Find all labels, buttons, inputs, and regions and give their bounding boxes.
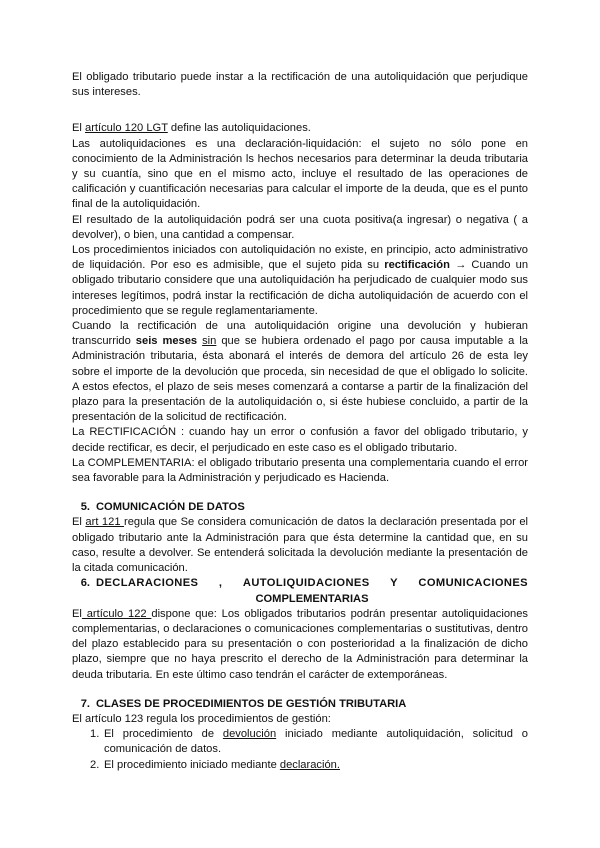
paragraph-article-120: El artículo 120 LGT define las autoliquidaciones. (72, 122, 311, 135)
paragraph-rectification-intro: El obligado tributario puede instar a la rectificación de una autoliquidación que perjudique sus intereses. (72, 71, 528, 99)
paragraph-result: El resultado de la autoliquidación podrá ser una cuota positiva(a ingresar) o negativa ( a devolver), o bien, una cantidad a compensar. (72, 213, 528, 241)
section-7-heading (72, 697, 528, 712)
section-5-number: 5. (80, 501, 90, 514)
paragraph-procedures: Los procedimientos iniciados con autoliquidación no existe, en principio, acto administrativo de liquidación. Por eso es admisible, que el sujeto pida su rectificación → Cuando un obligado tributario considere que una autoliquidación ha perjudicado de cualquier modo sus intereses legítimos, podrá instar la rectificación de dicha autoliquidación de acuerdo con el procedimiento que se regule reglamentariamente. (72, 244, 529, 317)
section-6-number: 6. (80, 577, 90, 590)
underline-sin: sin (202, 335, 217, 348)
article-120-link[interactable]: artículo 120 LGT (85, 122, 168, 135)
paragraph-six-months: Cuando la rectificación de una autoliquidación origine una devolución y hubieran transcurrido seis meses sin que se hubiera ordenado el pago por causa imputable a la Administración tributaria, ésta abonará el interés de demora del artículo 26 de esta ley sobre el importe de la devolución que proceda, sin necesidad de que el obligado lo solicite. A estos efectos, el plazo de seis meses comenzará a contarse a partir de la finalización del plazo para la presentación de la autoliquidación o, si éste hubiese concluido, a partir de la presentación de la solicitud de rectificación. (72, 320, 529, 424)
bold-rectificacion: rectificación (384, 259, 450, 272)
procedures-list (72, 727, 528, 773)
section-5-heading (72, 500, 528, 515)
section-6-title-line2: COMPLEMENTARIAS (255, 592, 369, 605)
section-7-title: CLASES DE PROCEDIMIENTOS DE GESTIÓN TRIBUTARIA (96, 697, 407, 710)
devolucion-link[interactable]: devolución (222, 728, 277, 741)
section-6-body: El artículo 122 dispone que: Los obligados tributarios podrán presentar autoliquidaciones complementarias, o declaraciones o comunicaciones complementarias o sustitutivas, dentro del plazo establecido para su presentación o con posterioridad a la finalización de dicho plazo, siempre que no haya prescrito el derecho de la Administración para determinar la deuda tributaria. En este último caso tendrán el carácter de extemporáneas. (72, 607, 528, 681)
paragraph-rectificacion-definition: La RECTIFICACIÓN : cuando hay un error o confusión a favor del obligado tributario, y decide rectificar, es decir, el perjudicado en este caso es el obligado tributario. (72, 426, 528, 454)
bold-seis-meses: seis meses (135, 335, 198, 348)
list-item: 1. El procedimiento de devolución iniciado mediante autoliquidación, solicitud o comunicación de datos. (90, 728, 528, 756)
article-122-link[interactable]: artículo 122 (81, 607, 152, 620)
section-7-number: 7. (80, 697, 90, 710)
section-5-title: COMUNICACIÓN DE DATOS (96, 501, 245, 514)
section-5-body: El art 121 regula que Se considera comunicación de datos la declaración presentada por el obligado tributario ante la Administración para que ésta determine la cantidad que, en su caso, resulte a devolver. Se entenderá solicitada la devolución mediante la presentación de la citada comunicación. (72, 516, 529, 575)
document-page (72, 70, 528, 773)
section-7-intro: El artículo 123 regula los procedimientos de gestión: (72, 712, 331, 725)
section-6-heading: 6. DECLARACIONES , AUTOLIQUIDACIONES Y COMUNICACIONES COMPLEMENTARIAS (72, 576, 528, 606)
declaracion-link[interactable]: declaración. (279, 758, 340, 771)
paragraph-autoliquidation-definition: Las autoliquidaciones es una declaración-liquidación: el sujeto no sólo pone en conocimiento de la Administración ls hechos necesarios para determinar la deuda tributaria y su cuantía, sino que en el mismo acto, incluye el resultado de las operaciones de calificación y cuantificación necesarias para calcular el importe de la deuda, que es el punto final de la autoliquidación. (72, 137, 528, 211)
paragraph-complementaria-definition: La COMPLEMENTARIA: el obligado tributario presenta una complementaria cuando el error sea favorable para la Administración y perjudicado es Hacienda. (72, 456, 528, 485)
article-121-link[interactable]: art 121 (85, 516, 125, 529)
list-item: 2. El procedimiento iniciado mediante declaración. (90, 758, 340, 771)
